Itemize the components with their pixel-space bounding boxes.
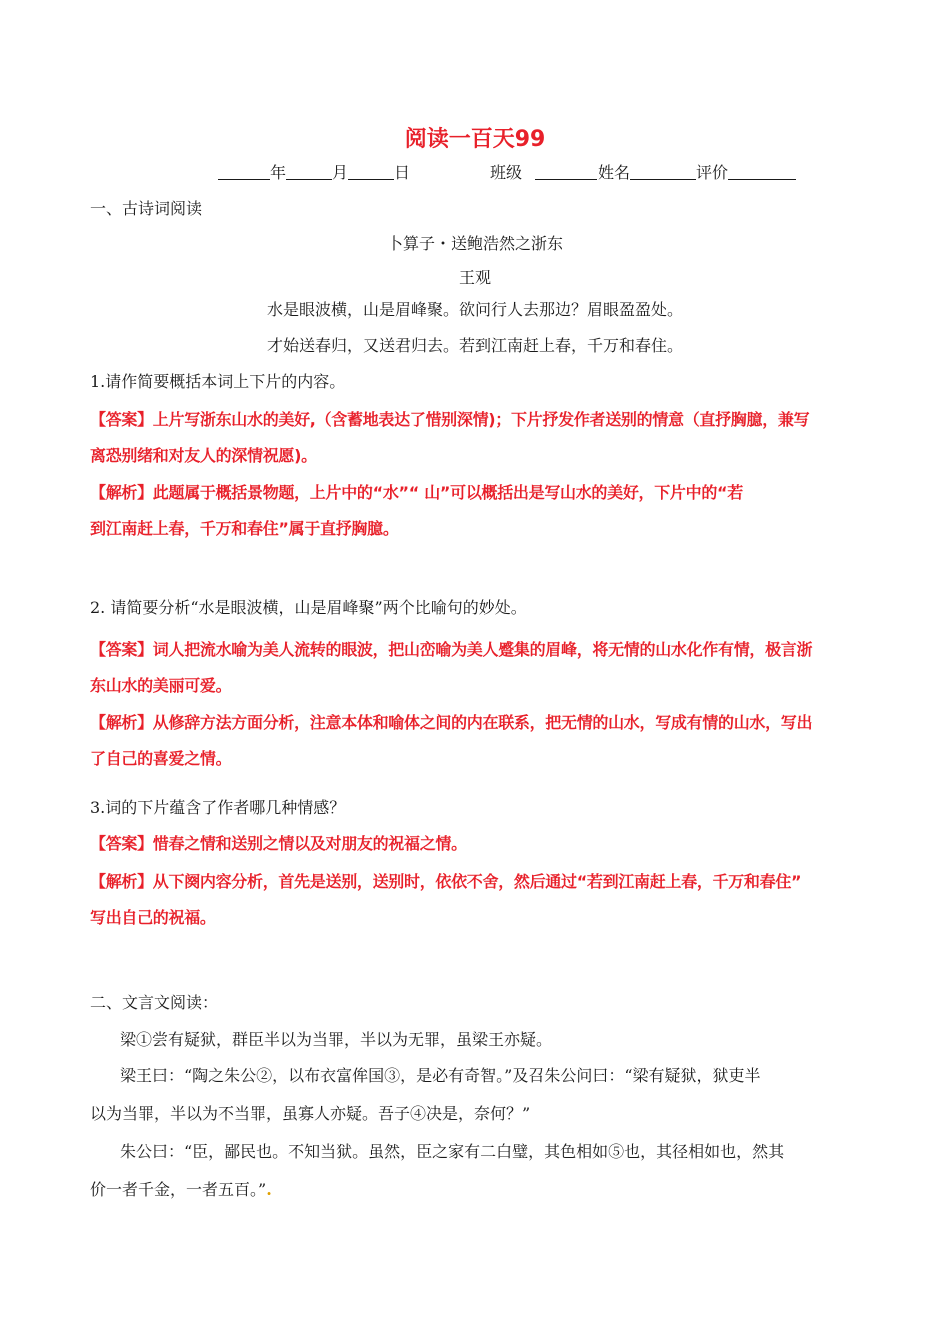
poem-line: 才始送春归，又送君归去。若到江南赶上春，千万和春住。	[266, 336, 683, 355]
analysis-2-line: 【解析】从修辞方法方面分析，注意本体和喻体之间的内在联系，把无情的山水，写成有情的山水，写出	[90, 713, 813, 732]
month-blank[interactable]	[286, 163, 332, 180]
name-blank[interactable]	[630, 163, 696, 180]
question-3: 3.词的下片蕴含了作者哪几种情感？	[90, 798, 346, 817]
analysis-2-line: 了自己的喜爱之情。	[90, 749, 232, 768]
name-field	[598, 160, 796, 183]
answer-2-line: 东山水的美丽可爱。	[90, 676, 232, 695]
class-label: 班级	[490, 163, 523, 182]
analysis-3-line: 写出自己的祝福。	[90, 908, 216, 927]
month-label: 月	[332, 163, 349, 182]
class-field	[490, 160, 597, 183]
classical-text-paragraph: 朱公曰：“臣，鄙民也。不知当狱。虽然，臣之家有二白璧，其色相如⑤也，其径相如也，然其	[120, 1142, 785, 1161]
day-label: 日	[394, 163, 411, 182]
end-mark: .	[266, 1180, 272, 1199]
name-label: 姓名	[598, 163, 631, 182]
question-2: 2. 请简要分析“水是眼波横，山是眉峰聚”两个比喻句的妙处。	[90, 598, 527, 617]
section-heading: 二、文言文阅读：	[90, 993, 219, 1012]
eval-blank[interactable]	[728, 163, 796, 180]
eval-label: 评价	[696, 163, 729, 182]
answer-1-line: 【答案】上片写浙东山水的美好,（含蓄地表达了惜别深情)；下片抒发作者送别的情意（直抒胸臆，兼写	[90, 410, 810, 429]
poem-title: 卜算子・送鲍浩然之浙东	[386, 234, 563, 253]
analysis-1-line: 到江南赶上春，千万和春住”属于直抒胸臆。	[90, 519, 399, 538]
classical-text-paragraph	[90, 1180, 272, 1200]
answer-3-line: 【答案】惜春之情和送别之情以及对朋友的祝福之情。	[90, 834, 467, 853]
answer-1-line: 离恐别绪和对友人的深情祝愿)。	[90, 446, 317, 465]
day-blank[interactable]	[348, 163, 394, 180]
date-field	[218, 160, 410, 183]
question-1: 1.请作简要概括本词上下片的内容。	[90, 372, 346, 391]
classical-text-paragraph: 梁①尝有疑狱，群臣半以为当罪，半以为无罪，虽梁王亦疑。	[120, 1030, 553, 1049]
answer-2-line: 【答案】词人把流水喻为美人流转的眼波，把山峦喻为美人蹙集的眉峰，将无情的山水化作有情，极言浙	[90, 640, 813, 659]
year-label: 年	[270, 163, 287, 182]
section-heading: 一、古诗词阅读	[90, 199, 203, 218]
classical-text-paragraph: 以为当罪，半以为不当罪，虽寡人亦疑。吾子④决是，奈何？”	[90, 1104, 531, 1123]
classical-text-line: 价一者千金，一者五百。”	[90, 1180, 267, 1199]
analysis-3-line: 【解析】从下阕内容分析，首先是送别，送别时，依依不舍，然后通过“若到江南赶上春，千万和春住”	[90, 872, 802, 891]
analysis-1-line: 【解析】此题属于概括景物题，上片中的“水”“ 山”可以概括出是写山水的美好，下片中的“若	[90, 483, 743, 502]
poem-line: 水是眼波横，山是眉峰聚。欲问行人去那边？眉眼盈盈处。	[266, 300, 683, 319]
page-title: 阅读一百天99	[404, 127, 546, 152]
class-blank[interactable]	[535, 163, 597, 180]
poem-author: 王观	[458, 268, 491, 287]
year-blank[interactable]	[218, 163, 270, 180]
classical-text-paragraph: 梁王曰：“陶之朱公②，以布衣富侔国③，是必有奇智。”及召朱公问曰：“梁有疑狱，狱吏半	[120, 1066, 761, 1085]
